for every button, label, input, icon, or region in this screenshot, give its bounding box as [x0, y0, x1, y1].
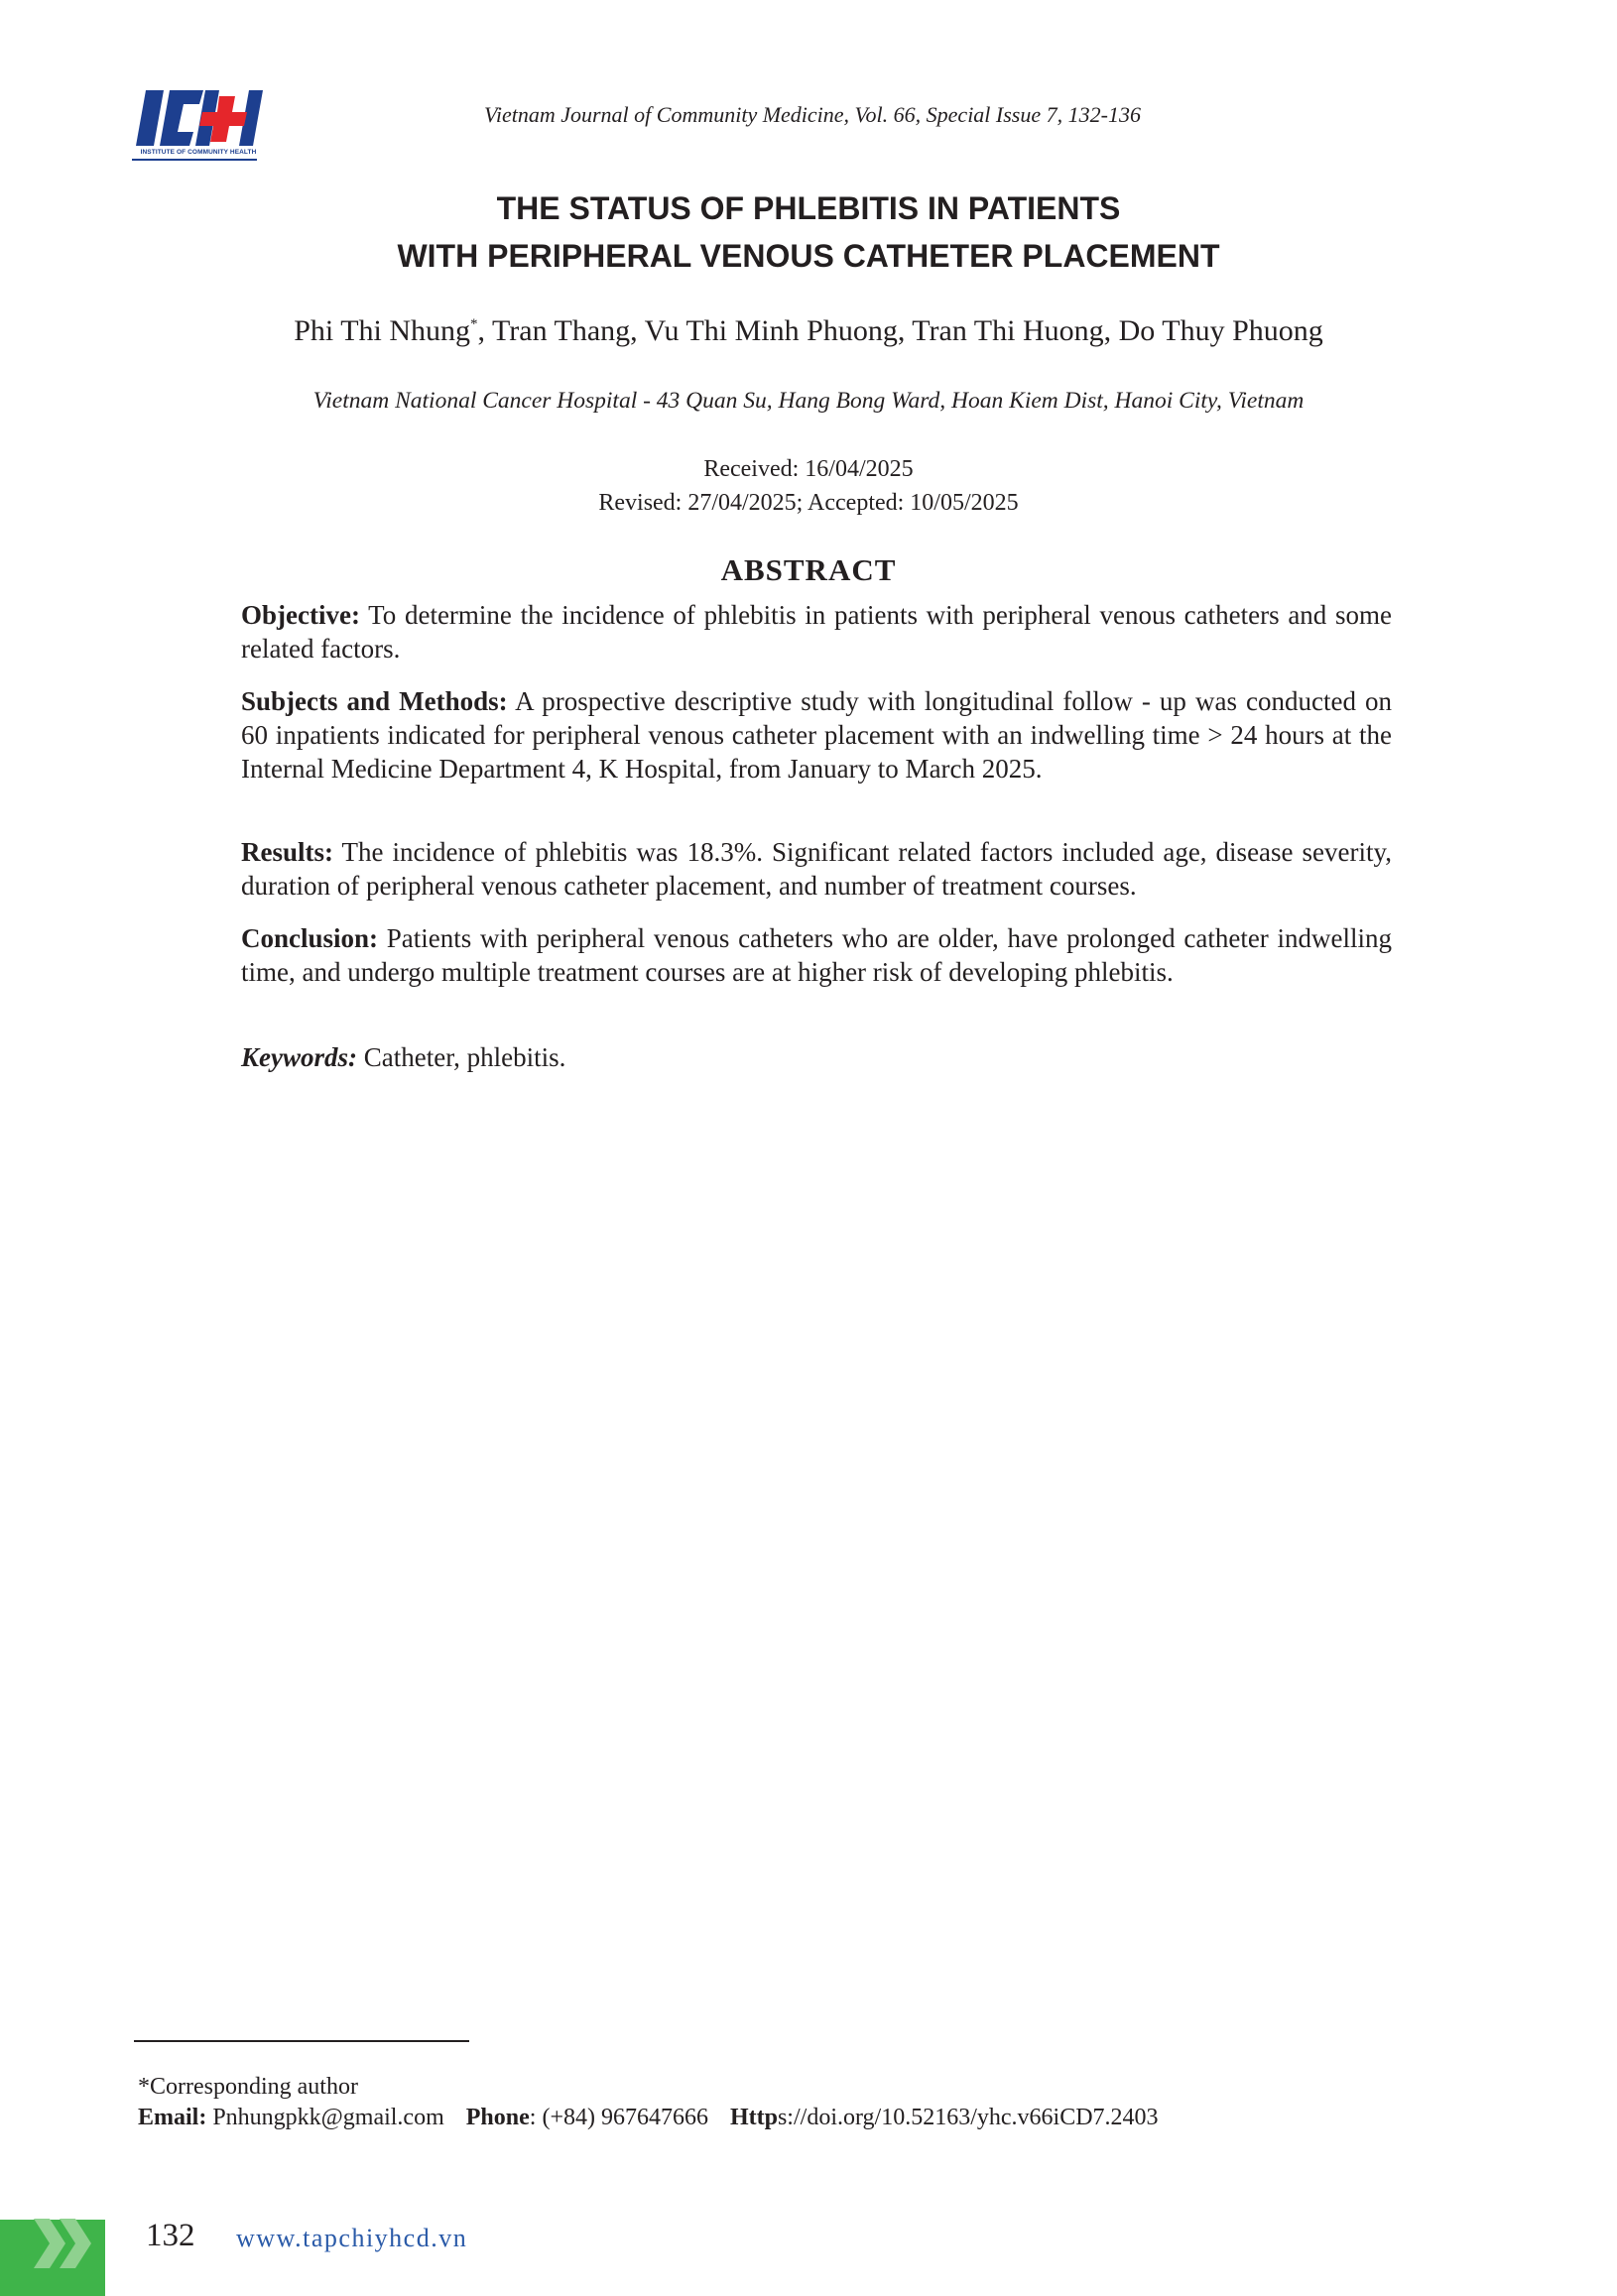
- revised-accepted-dates: Revised: 27/04/2025; Accepted: 10/05/2025: [598, 490, 1019, 516]
- corresponding-marker: *: [470, 316, 478, 332]
- methods-label: Subjects and Methods:: [241, 686, 508, 716]
- results-text: The incidence of phlebitis was 18.3%. Significant related factors included age, disease severity, duration of peripheral venous catheter placement, and number of treatment courses.: [241, 837, 1392, 901]
- methods-text: A prospective descriptive study with longitudinal follow - up was conducted on 60 inpatients indicated for peripheral venous catheter placement with an indwelling time > 24 hours at the Internal Medicine Department 4, K Hospital, from January to March 2025.: [241, 686, 1393, 784]
- journal-website[interactable]: www.tapchiyhcd.vn: [236, 2224, 468, 2252]
- title-line-1: THE STATUS OF PHLEBITIS IN PATIENTS: [496, 190, 1121, 226]
- page-number: 132: [146, 2218, 195, 2253]
- journal-citation: Vietnam Journal of Community Medicine, Vol. 66, Special Issue 7, 132-136: [484, 102, 1141, 127]
- contact-line: [138, 2102, 1159, 2133]
- abstract-methods: [241, 684, 1392, 785]
- doi-label: Http: [729, 2105, 778, 2130]
- corresponding-author-note: *Corresponding author: [138, 2074, 358, 2100]
- objective-text: To determine the incidence of phlebitis in patients with peripheral venous catheters and some related factors.: [241, 600, 1392, 664]
- other-authors: , Tran Thang, Vu Thi Minh Phuong, Tran Thi Huong, Do Thuy Phuong: [477, 314, 1323, 347]
- paper-title: [0, 184, 1617, 280]
- abstract-keywords: [241, 1040, 1392, 1074]
- email-address[interactable]: Pnhungpkk@gmail.com: [206, 2105, 444, 2130]
- logo-tagline: INSTITUTE OF COMMUNITY HEALTH: [140, 149, 257, 156]
- abstract-objective: [241, 598, 1392, 665]
- phone-label: Phone: [465, 2105, 530, 2130]
- keywords-text: Catheter, phlebitis.: [357, 1042, 566, 1072]
- objective-label: Objective:: [241, 600, 360, 630]
- submission-dates: [0, 452, 1617, 520]
- doi-link[interactable]: s://doi.org/10.52163/yhc.v66iCD7.2403: [777, 2105, 1159, 2130]
- received-date: Received: 16/04/2025: [703, 456, 914, 482]
- keywords-label: Keywords:: [241, 1042, 357, 1072]
- email-label: Email:: [138, 2105, 207, 2130]
- title-line-2: WITH PERIPHERAL VENOUS CATHETER PLACEMENT: [397, 238, 1220, 274]
- double-chevron-icon: [34, 2219, 105, 2268]
- phone-number: : (+84) 967647666: [529, 2105, 708, 2130]
- footnote-divider: [134, 2040, 469, 2042]
- author-list: [0, 314, 1617, 348]
- abstract-conclusion: [241, 921, 1392, 989]
- conclusion-label: Conclusion:: [241, 923, 379, 953]
- affiliation: Vietnam National Cancer Hospital - 43 Quan Su, Hang Bong Ward, Hoan Kiem Dist, Hanoi City, Vietnam: [312, 388, 1305, 414]
- first-author: Phi Thi Nhung: [294, 314, 471, 347]
- abstract-heading: ABSTRACT: [720, 552, 897, 587]
- results-label: Results:: [241, 837, 333, 867]
- abstract-results: [241, 835, 1392, 903]
- conclusion-text: Patients with peripheral venous catheters who are older, have prolonged catheter indwelling time, and undergo multiple treatment courses are at higher risk of developing phlebitis.: [241, 923, 1392, 987]
